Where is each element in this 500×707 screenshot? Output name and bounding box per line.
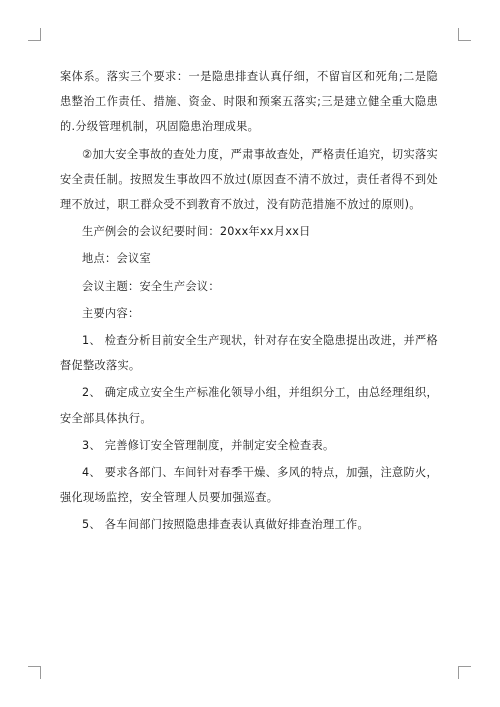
crop-mark-top-left: [28, 28, 41, 41]
list-item-5: 5、 各车间部门按照隐患排查表认真做好排查治理工作。: [82, 518, 369, 532]
paragraph-accident-handling: ②加大安全事故的查处力度，严肃事故查处，严格责任追究，切实落实安全责任制。按照发生事故四不放过(原因查不清不放过，责任者得不到处理不放过，职工群众受不到教育不放过，没有防范措施不放过的原则)。: [60, 147, 438, 212]
paragraph-meeting-location: 地点：会议室: [82, 252, 151, 266]
paragraph-meeting-time: 生产例会的会议纪要时间：20xx年xx月xx日: [82, 225, 311, 239]
list-item-3: 3、 完善修订安全管理制度，并制定安全检查表。: [82, 438, 335, 452]
paragraph-main-content-heading: 主要内容：: [82, 306, 140, 320]
list-item-4: 4、 要求各部门、车间针对春季干燥、多风的特点，加强，注意防火，强化现场监控，安全管理人员要加强巡查。: [60, 466, 438, 505]
document-body: [60, 64, 438, 538]
list-item-1: 1、 检查分析目前安全生产现状，针对存在安全隐患提出改进，并严格督促整改落实。: [60, 334, 438, 373]
crop-mark-top-right: [458, 28, 471, 41]
list-item-2: 2、 确定成立安全生产标准化领导小组，并组织分工，由总经理组织，安全部具体执行。: [60, 386, 438, 425]
crop-mark-bottom-right: [458, 666, 471, 679]
paragraph-meeting-topic: 会议主题：安全生产会议：: [82, 279, 220, 293]
crop-mark-bottom-left: [28, 666, 41, 679]
paragraph-hazard-system: 案体系。落实三个要求：一是隐患排查认真仔细，不留盲区和死角;二是隐患整治工作责任、措施、资金、时限和预案五落实;三是建立健全重大隐患的.分级管理机制，巩固隐患治理成果。: [60, 70, 438, 134]
